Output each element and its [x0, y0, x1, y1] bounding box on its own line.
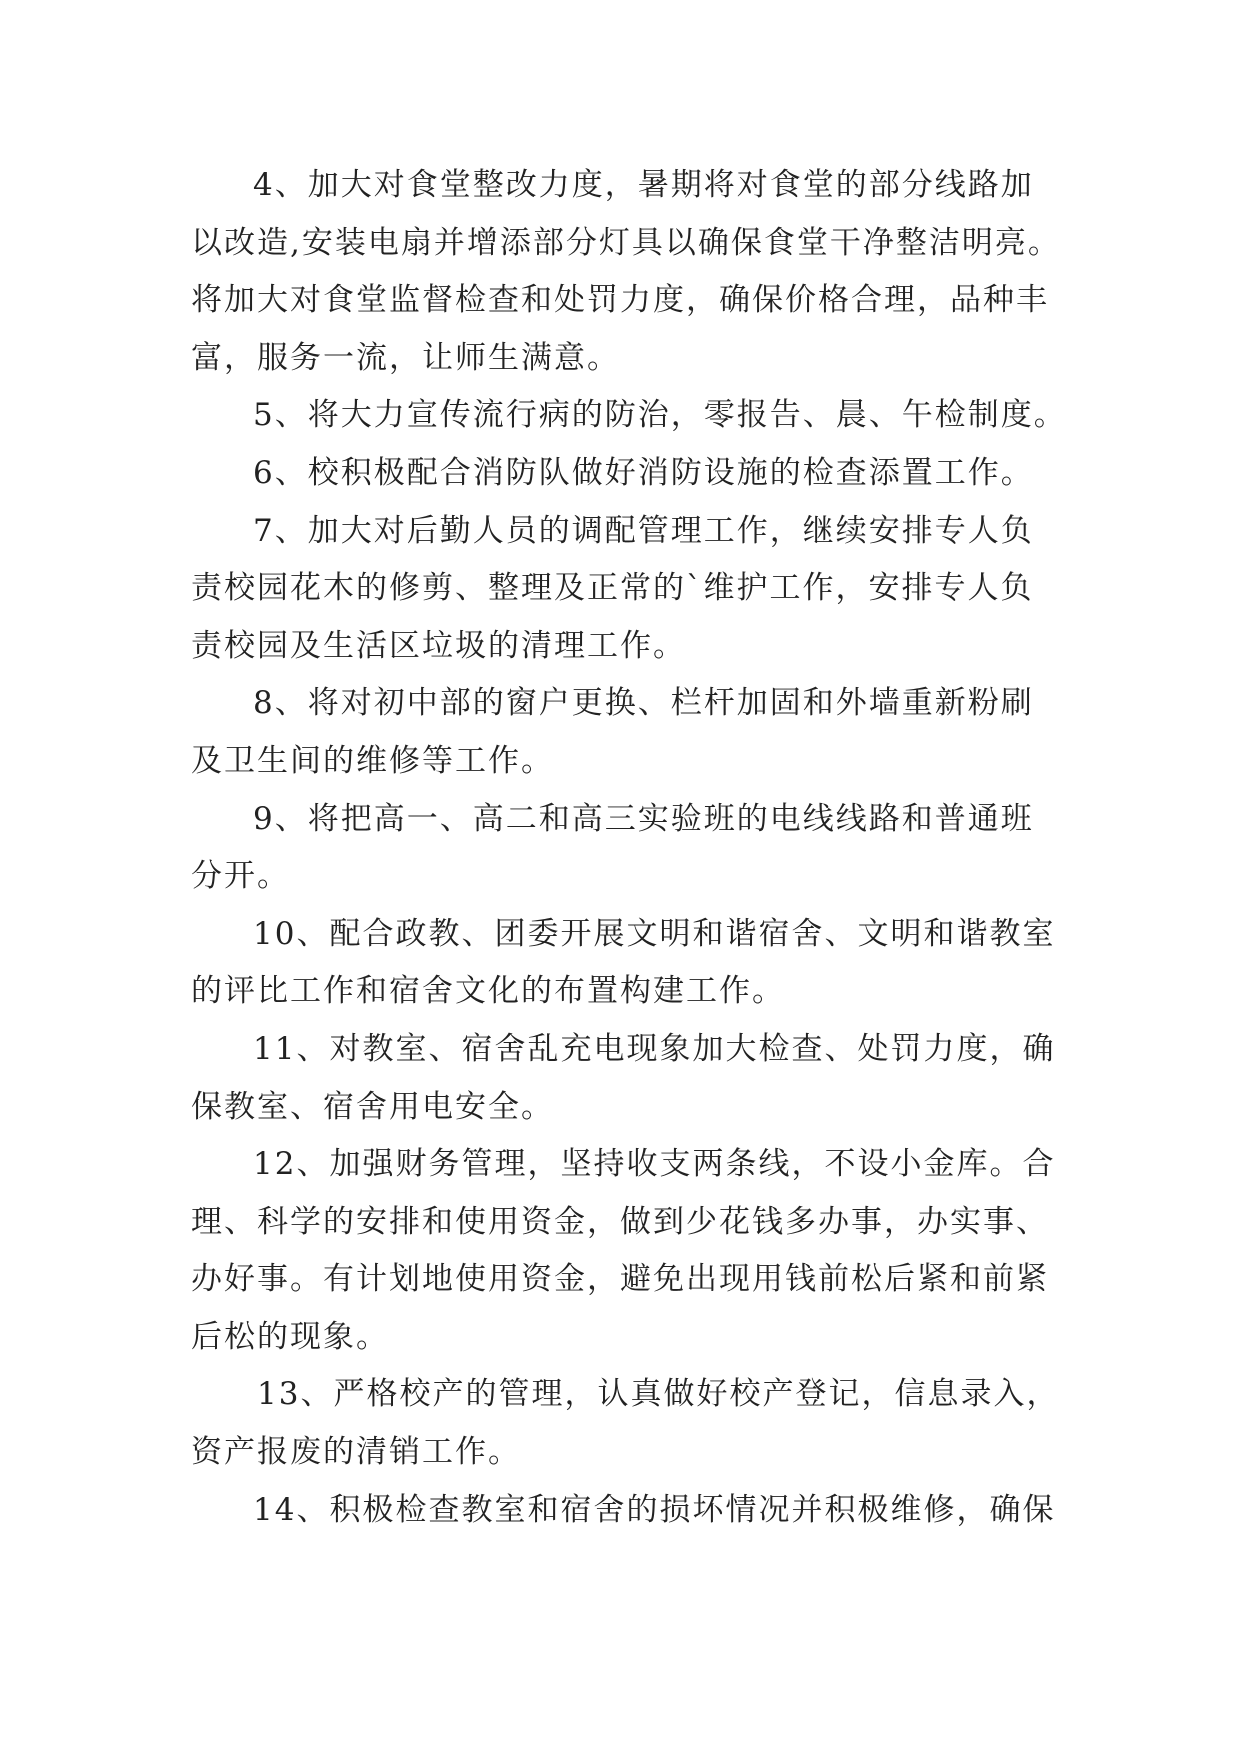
paragraph-item-4 — [191, 157, 1091, 387]
paragraph-item-13 — [191, 1366, 1091, 1481]
paragraph-item-14 — [191, 1482, 1091, 1540]
paragraph-item-9 — [191, 791, 1091, 906]
text-line: 以改造,安装电扇并增添部分灯具以确保食堂干净整洁明亮。 — [191, 224, 1061, 261]
text-line: 12、加强财务管理，坚持收支两条线，不设小金库。合 — [253, 1146, 1056, 1183]
paragraph-item-10 — [191, 906, 1091, 1021]
document-body — [191, 157, 1091, 1539]
text-line: 富，服务一流，让师生满意。 — [191, 339, 620, 376]
text-line: 及卫生间的维修等工作。 — [191, 742, 554, 779]
text-line: 7、加大对后勤人员的调配管理工作，继续安排专人负 — [253, 512, 1034, 549]
text-line: 的评比工作和宿舍文化的布置构建工作。 — [191, 973, 785, 1010]
text-line: 9、将把高一、高二和高三实验班的电线线路和普通班 — [253, 800, 1034, 837]
text-line: 资产报废的清销工作。 — [191, 1434, 521, 1471]
paragraph-item-7 — [191, 503, 1091, 676]
text-line: 6、校积极配合消防队做好消防设施的检查添置工作。 — [253, 454, 1034, 491]
text-line: 8、将对初中部的窗户更换、栏杆加固和外墙重新粉刷 — [253, 685, 1034, 722]
paragraph-item-5 — [191, 387, 1091, 445]
text-line: 责校园花木的修剪、整理及正常的`维护工作，安排专人负 — [191, 570, 1034, 607]
text-line: 后松的现象。 — [191, 1318, 389, 1355]
text-line: 14、积极检查教室和宿舍的损坏情况并积极维修，确保 — [253, 1491, 1056, 1528]
paragraph-item-11 — [191, 1021, 1091, 1136]
text-line: 13、严格校产的管理，认真做好校产登记，信息录入， — [257, 1376, 1060, 1413]
paragraph-item-6 — [191, 445, 1091, 503]
text-line: 分开。 — [191, 858, 290, 895]
text-line: 5、将大力宣传流行病的防治，零报告、晨、午检制度。 — [253, 397, 1067, 434]
paragraph-item-12 — [191, 1136, 1091, 1366]
text-line: 11、对教室、宿舍乱充电现象加大检查、处罚力度，确 — [253, 1030, 1056, 1067]
text-line: 保教室、宿舍用电安全。 — [191, 1088, 554, 1125]
text-line: 将加大对食堂监督检查和处罚力度，确保价格合理，品种丰 — [191, 282, 1049, 319]
text-line: 责校园及生活区垃圾的清理工作。 — [191, 627, 686, 664]
text-line: 4、加大对食堂整改力度，暑期将对食堂的部分线路加 — [253, 167, 1034, 203]
text-line: 办好事。有计划地使用资金，避免出现用钱前松后紧和前紧 — [191, 1261, 1049, 1298]
text-line: 理、科学的安排和使用资金，做到少花钱多办事，办实事、 — [191, 1203, 1049, 1240]
paragraph-item-8 — [191, 675, 1091, 790]
text-line: 10、配合政教、团委开展文明和谐宿舍、文明和谐教室 — [253, 915, 1056, 952]
